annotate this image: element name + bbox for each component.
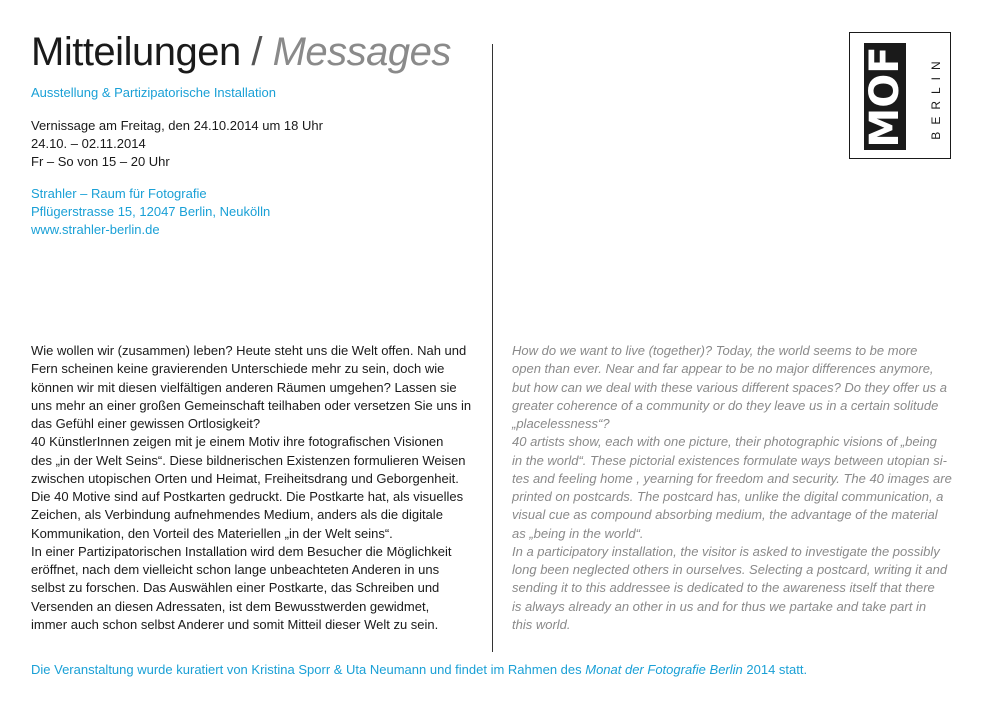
text-line: immer auch schon selbst Anderer und somit Mitteil dieser Welt zu sein. xyxy=(31,616,439,632)
text-line: long been neglected others in ourselves. Selecting a postcard, writing it and xyxy=(512,562,948,577)
text-line: in the world“. These pictorial existences formulate ways between utopian si- xyxy=(512,452,947,468)
page-title xyxy=(31,26,451,78)
hours-line: Fr – So von 15 – 20 Uhr xyxy=(31,154,170,169)
text-line: selbst zu forschen. Das Auswählen einer Postkarte, das Schreiben und xyxy=(31,580,440,596)
footer-event-name: Monat der Fotografie Berlin xyxy=(585,662,743,677)
text-line: Kommunikation, den Vorteil des Materiellen „in der Welt seins“. xyxy=(31,525,393,541)
text-line: zwischen utopischen Orten und Heimat, Freiheitsdrang und Geborgenheit. xyxy=(31,470,459,486)
text-line: In einer Partizipatorischen Installation wird dem Besucher die Möglichkeit xyxy=(31,543,452,559)
text-line: Versenden an diesen Adressaten, ist dem Bewusstwerden gewidmet, xyxy=(31,598,430,614)
text-line: this world. xyxy=(512,616,571,632)
text-line: sending it to this addressee is dedicated to the awareness itself that there xyxy=(512,580,935,596)
text-line: „placelessness“? xyxy=(512,416,610,431)
text-line: In a participatory installation, the visitor is asked to investigate the possibly xyxy=(512,543,940,559)
venue-info xyxy=(31,185,270,239)
footer-prefix: Die Veranstaltung wurde kuratiert von Kristina Sporr & Uta Neumann und findet im Rahmen des xyxy=(31,662,586,677)
text-line: des „in der Welt Seins“. Diese bildnerischen Existenzen formulieren Weisen xyxy=(31,452,466,468)
text-line: Die 40 Motive sind auf Postkarten gedruckt. Die Postkarte hat, als visuelles xyxy=(31,489,464,504)
text-line: das Gefühl einer gewissen Ortlosigkeit? xyxy=(31,416,261,431)
logo-letters: MOF xyxy=(862,46,908,148)
text-line: tes and feeling home , yearning for freedom and security. The 40 images are xyxy=(512,470,952,486)
mof-logo-mark xyxy=(850,33,950,158)
text-line: Wie wollen wir (zusammen) leben? Heute steht uns die Welt offen. Nah und xyxy=(31,343,467,358)
event-info xyxy=(31,117,323,171)
text-line: visual cue as compound absorbing medium, the advantage of the material xyxy=(512,507,938,523)
text-line: Zeichen, als Verbindung aufnehmendes Medium, anders als die digitale xyxy=(31,507,443,523)
footer-suffix: 2014 statt. xyxy=(742,662,808,677)
footer-credits xyxy=(31,661,807,679)
text-line: open than ever. Near and far appear to be no major differences anymore, xyxy=(512,361,934,377)
text-line: können wir mit diesen vielfältigen anderen Räumen umgehen? Lassen sie xyxy=(31,379,457,395)
title-separator: / xyxy=(251,30,262,74)
text-line: 40 artists show, each with one picture, their photographic visions of „being xyxy=(512,434,937,450)
english-text xyxy=(512,342,958,634)
text-line: greater coherence of a community or do they leave us in a certain solitude xyxy=(512,397,939,413)
text-line: How do we want to live (together)? Today, the world seems to be more xyxy=(512,343,918,358)
subtitle: Ausstellung & Partizipatorische Installation xyxy=(31,85,276,100)
title-german: Mitteilungen xyxy=(31,30,241,74)
dates-line: 24.10. – 02.11.2014 xyxy=(31,136,146,151)
venue-address: Pflügerstrasse 15, 12047 Berlin, Neukölln xyxy=(31,204,271,219)
venue-website[interactable]: www.strahler-berlin.de xyxy=(31,222,160,237)
vernissage-line: Vernissage am Freitag, den 24.10.2014 um 18 Uhr xyxy=(31,118,323,133)
title-english: Messages xyxy=(272,30,451,74)
text-line: is always already an other in us and for thus we partake and take part in xyxy=(512,598,927,614)
german-text xyxy=(31,342,477,634)
text-line: but how can we deal with these various different spaces? Do they offer us a xyxy=(512,379,948,395)
text-line: uns mehr an einer großen Gemeinschaft teilhaben oder versetzen Sie uns in xyxy=(31,397,472,413)
venue-name: Strahler – Raum für Fotografie xyxy=(31,186,207,201)
mof-berlin-logo xyxy=(849,32,951,159)
text-line: printed on postcards. The postcard has, unlike the digital communication, a xyxy=(512,489,944,504)
logo-city: BERLIN xyxy=(929,54,943,140)
text-line: 40 KünstlerInnen zeigen mit je einem Motiv ihre fotografischen Visionen xyxy=(31,434,444,450)
text-line: Fern scheinen keine gravierenden Unterschiede mehr zu sein, doch wie xyxy=(31,361,445,377)
text-line: as „being in the world“. xyxy=(512,525,644,541)
column-divider xyxy=(492,44,493,652)
text-line: eröffnet, nach dem vielleicht schon lange unbeachteten Anderen in uns xyxy=(31,562,440,577)
